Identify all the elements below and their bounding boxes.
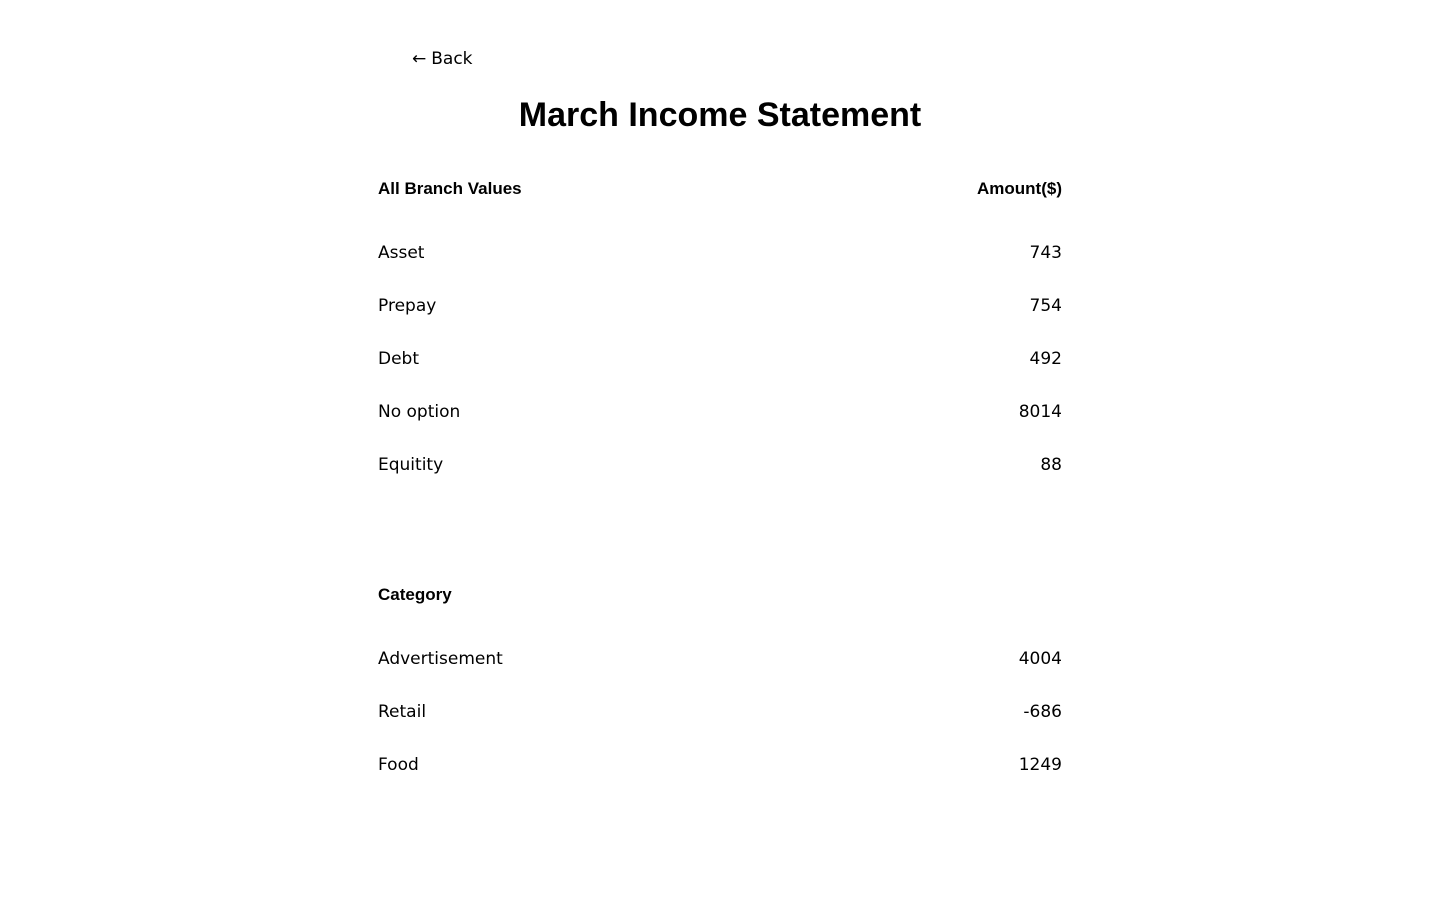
category-header xyxy=(378,583,1062,607)
row-amount: 754 xyxy=(1029,295,1062,316)
row-amount: 743 xyxy=(1029,242,1062,263)
branch-value-row xyxy=(378,234,1062,287)
branch-value-row xyxy=(378,446,1062,499)
row-amount: 88 xyxy=(1040,454,1062,475)
row-label: Debt xyxy=(378,348,420,369)
branch-value-row xyxy=(378,393,1062,446)
row-label: Asset xyxy=(378,242,425,263)
row-amount: 492 xyxy=(1029,348,1062,369)
amount-header-label: Amount($) xyxy=(977,179,1062,198)
branch-values-section xyxy=(378,177,1062,499)
row-amount: 1249 xyxy=(1018,754,1062,775)
row-label: Prepay xyxy=(378,295,437,316)
category-row xyxy=(378,693,1062,746)
row-label: No option xyxy=(378,401,461,422)
back-link[interactable] xyxy=(412,47,473,71)
back-arrow-icon: ← xyxy=(412,49,427,69)
branch-values-header xyxy=(378,177,1062,201)
back-label: Back xyxy=(431,49,473,69)
category-row xyxy=(378,640,1062,693)
branch-value-row xyxy=(378,287,1062,340)
category-section xyxy=(378,583,1062,799)
row-amount: 4004 xyxy=(1018,648,1062,669)
branch-values-list xyxy=(378,234,1062,499)
branch-value-row xyxy=(378,340,1062,393)
category-header-label: Category xyxy=(378,585,452,604)
row-amount: 8014 xyxy=(1018,401,1062,422)
row-label: Food xyxy=(378,754,419,775)
category-row xyxy=(378,746,1062,799)
row-label: Retail xyxy=(378,701,427,722)
branch-values-header-label: All Branch Values xyxy=(378,179,522,198)
row-amount: -686 xyxy=(1023,701,1062,722)
category-list xyxy=(378,640,1062,799)
page-title: March Income Statement xyxy=(518,96,922,134)
row-label: Advertisement xyxy=(378,648,503,669)
row-label: Equitity xyxy=(378,454,444,475)
